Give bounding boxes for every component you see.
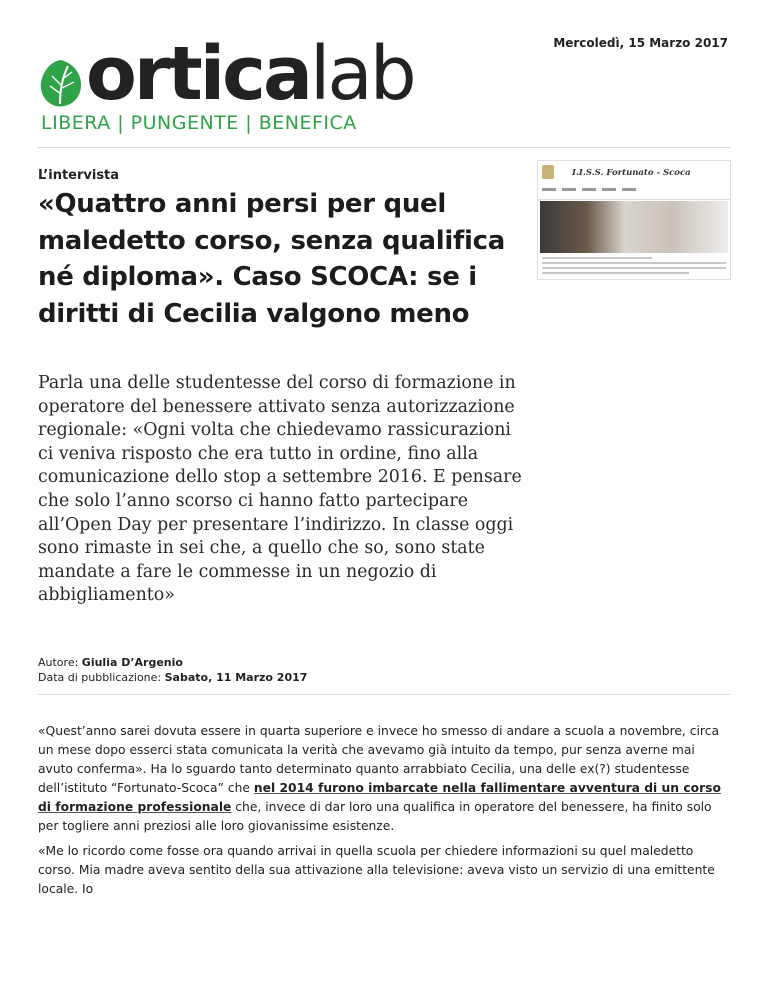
meta-divider (38, 694, 730, 695)
header-divider (38, 147, 730, 148)
italian-emblem-icon (542, 165, 554, 179)
article-title: «Quattro anni persi per quel maledetto corso, senza qualifica né diploma». Caso SCOCA: se i diritti di Cecilia valgono meno (38, 189, 505, 329)
article-inline-link[interactable]: nel 2014 furono imbarcate nella fallimentare avventura di un corso di formazione professionale (38, 781, 721, 814)
logo-tagline: LIBERA | PUNGENTE | BENEFICA (41, 112, 357, 134)
author-name: Giulia D’Argenio (81, 656, 183, 669)
thumbnail-text-lines (542, 257, 726, 277)
paragraph-1-text-a: «Quest’anno sarei dovuta essere in quarta superiore e invece ho smesso di andare a scuola a novembre, circa un mese dopo esserci stata comunicata la verità che avevamo già intuito da tempo, pur senza averne mai avuto conferma». Ha lo sguardo tanto determinato quanto arrabbiato Cecilia, una delle ex(?) studentesse dell’istituto “Fortunato-Scoca” che (38, 724, 719, 795)
article-category: L’intervista (38, 168, 120, 183)
author-label: Autore: (38, 656, 79, 669)
thumbnail-header (538, 161, 730, 183)
thumbnail-photo (540, 201, 728, 253)
paragraph-1-text-b: che, invece di dar loro una qualifica in operatore del benessere, ha finito solo per togliere anni preziosi alle loro giovanissime esistenze. (38, 800, 712, 833)
logo-wordmark (38, 31, 414, 117)
header-date: Mercoledì, 15 Marzo 2017 (553, 36, 728, 50)
thumbnail-nav (538, 185, 730, 200)
article-thumbnail[interactable] (537, 160, 731, 280)
article-subtitle: Parla una delle studentesse del corso di formazione in operatore del benessere attivato senza autorizzazione regionale: «Ogni volta che chiedevamo rassicurazioni ci veniva risposto che era tutto in ordine, fino alla comunicazione dello stop a settembre 2016. E pensare che solo l’anno scorso ci hanno fatto partecipare all’Open Day per presentare l’indirizzo. In classe oggi sono rimaste in sei che, a quello che so, sono state mandate a fare le commesse in un negozio di abbigliamento» (38, 373, 522, 606)
site-logo[interactable] (38, 28, 428, 138)
logo-light-text: lab (309, 31, 414, 117)
thumbnail-school-title: I.I.S.S. Fortunato - Scoca (572, 168, 691, 178)
article-author (38, 656, 183, 669)
article-paragraph-2: «Me lo ricordo come fosse ora quando arrivai in quella scuola per chiedere informazioni su quel maledetto corso. Mia madre aveva sentito della sua attivazione alla televisione: aveva visto un servizio di una emittente locale. Io (38, 844, 715, 896)
nettle-leaf-icon (38, 58, 84, 108)
article-paragraph-1 (38, 722, 728, 836)
article-pubdate (38, 671, 307, 684)
pubdate-label: Data di pubblicazione: (38, 671, 162, 684)
logo-bold-text: ortica (86, 31, 310, 117)
pubdate-value: Sabato, 11 Marzo 2017 (164, 671, 308, 684)
